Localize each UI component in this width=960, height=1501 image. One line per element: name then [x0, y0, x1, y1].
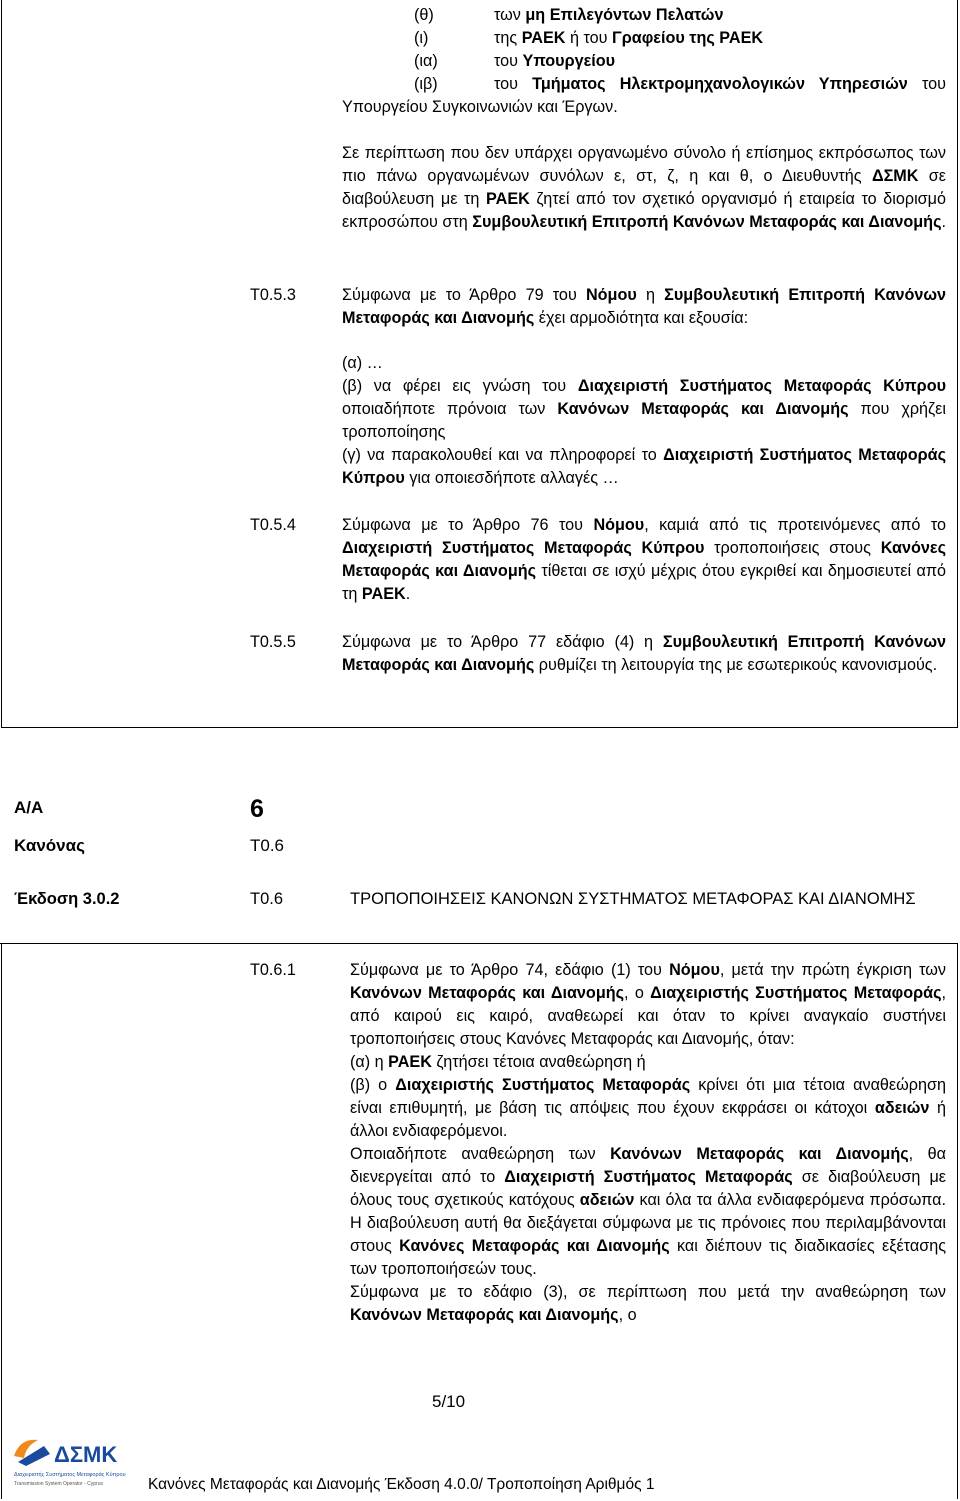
intro-paragraph [342, 142, 946, 234]
aa-label: Α/Α [14, 798, 44, 817]
list-item [342, 73, 946, 119]
list-item [342, 50, 946, 73]
section-text-T0.6.1 [350, 959, 946, 1327]
subitem-a: (α) … [342, 354, 383, 372]
intro-text: Σε περίπτωση που δεν υπάρχει οργανωμένο σύνολο ή επίσημος εκπρόσωπος των πιο πάνω οργανωμένων συνόλων ε, στ, ζ, η και θ, ο Διευθυντής ΔΣΜΚ σε διαβούλευση με τη ΡΑΕΚ ζητεί από τον σχετικό οργανισμό ή εταιρεία το διορισμό εκπροσώπου στη Συμβουλευτική Επιτροπή Κανόνων Μεταφοράς και Διανομής. [342, 144, 946, 231]
t061-para-4: Οποιαδήποτε αναθεώρηση των Κανόνων Μεταφοράς και Διανομής, θα διενεργείται από το Διαχειριστή Συστήματος Μεταφοράς σε διαβούλευση με όλους τους σχετικούς κατόχους αδειών και όλα τα άλλα ενδιαφερόμενα πρόσωπα. Η διαβούλευση αυτή θα διεξάγεται σύμφωνα με τις πρόνοιες που περιλαμβάνονται στους Κανόνες Μεταφοράς και Διανομής και διέπουν τις διαδικασίες εξέτασης των τροποποιήσεών τους. [350, 1145, 946, 1278]
section-id-T0.5.3: T0.5.3 [250, 286, 296, 304]
table-right-border [957, 0, 958, 728]
table-left-border [1, 0, 2, 728]
list-item-text: των μη Επιλεγόντων Πελατών [494, 6, 724, 24]
list-item-label: (ι) [414, 29, 429, 47]
edition-label: Έκδοση 3.0.2 [14, 890, 120, 908]
logo-text: ΔΣΜΚ [54, 1442, 118, 1467]
svg-text:Διαχειριστής Συστήματος Μεταφο: Διαχειριστής Συστήματος Μεταφοράς Κύπρου [14, 1472, 126, 1478]
t061-para-2: (α) η ΡΑΕΚ ζητήσει τέτοια αναθεώρηση ή [350, 1053, 646, 1071]
table-bottom-border [1, 727, 958, 728]
section-text-T0.5.3 [342, 284, 946, 330]
svg-text:Transmission System Operator -: Transmission System Operator - Cyprus [14, 1481, 104, 1487]
section-id-T0.5.4: T0.5.4 [250, 516, 296, 534]
list-item-text: της ΡΑΕΚ ή του Γραφείου της ΡΑΕΚ [494, 29, 764, 47]
list-item [342, 27, 946, 50]
section-id-T0.5.5: T0.5.5 [250, 633, 296, 651]
rule-title: ΤΡΟΠΟΠΟΙΗΣΕΙΣ ΚΑΝΟΝΩΝ ΣΥΣΤΗΜΑΤΟΣ ΜΕΤΑΦΟΡΑΣ ΚΑΙ ΔΙΑΝΟΜΗΣ [350, 890, 916, 908]
subitem-c: (γ) να παρακολουθεί και να πληροφορεί το Διαχειριστή Συστήματος Μεταφοράς Κύπρου για οποιεσδήποτε αλλαγές … [342, 446, 946, 487]
lower-right-border [957, 943, 958, 1499]
t061-para-1: Σύμφωνα με το Άρθρο 74, εδάφιο (1) του Νόμου, μετά την πρώτη έγκριση των Κανόνων Μεταφοράς και Διανομής, ο Διαχειριστής Συστήματος Μεταφοράς, από καιρού εις καιρό, αναθεωρεί και όταν το κρίνει αναγκαίο συστήνει τροποποιήσεις στους Κανόνες Μεταφοράς και Διανομής, όταν: [350, 961, 946, 1048]
section-subitems-T0.5.3 [342, 352, 946, 490]
lower-left-border [1, 943, 2, 1499]
list-item-label: (θ) [414, 6, 434, 24]
aa-value: 6 [250, 795, 264, 823]
list-item-text: του Υπουργείου [494, 52, 616, 70]
edition-code: Τ0.6 [250, 890, 284, 908]
t061-para-5: Σύμφωνα με το εδάφιο (3), σε περίπτωση που μετά την αναθεώρηση των Κανόνων Μεταφοράς και Διανομής, ο [350, 1283, 946, 1324]
top-list [342, 4, 946, 119]
company-logo [10, 1432, 135, 1494]
section-body: Σύμφωνα με το Άρθρο 76 του Νόμου, καμιά από τις προτεινόμενες από το Διαχειριστή Συστήματος Μεταφοράς Κύπρου τροποποιήσεις στους Κανόνες Μεταφοράς και Διανομής τίθεται σε ισχύ μέχρις ότου εγκριθεί και δημοσιευτεί από τη ΡΑΕΚ. [342, 516, 946, 603]
section-body: Σύμφωνα με το Άρθρο 79 του Νόμου η Συμβουλευτική Επιτροπή Κανόνων Μεταφοράς και Διανομής έχει αρμοδιότητα και εξουσία: [342, 286, 947, 327]
rule-value: Τ0.6 [250, 836, 285, 855]
rule-label: Κανόνας [14, 836, 85, 855]
t061-para-3: (β) ο Διαχειριστής Συστήματος Μεταφοράς κρίνει ότι μια τέτοια αναθεώρηση είναι επιθυμητή, με βάση τις απόψεις που έχουν εκφράσει οι κάτοχοι αδειών ή άλλοι ενδιαφερόμενοι. [350, 1076, 946, 1140]
header-separator [0, 943, 958, 944]
section-body: Σύμφωνα με το Άρθρο 77 εδάφιο (4) η Συμβουλευτική Επιτροπή Κανόνων Μεταφοράς και Διανομής ρυθμίζει τη λειτουργία της με εσωτερικούς κανονισμούς. [342, 633, 946, 674]
section-text-T0.5.4 [342, 514, 946, 606]
logo-graphic [10, 1432, 135, 1494]
section-id-T0.6.1: Τ0.6.1 [250, 961, 296, 979]
section-text-T0.5.5 [342, 631, 946, 677]
subitem-b: (β) να φέρει εις γνώση του Διαχειριστή Συστήματος Μεταφοράς Κύπρου οποιαδήποτε πρόνοια των Κανόνων Μεταφοράς και Διανομής που χρήζει τροποποίησης [342, 377, 947, 441]
footer-text: Κανόνες Μεταφοράς και Διανομής Έκδοση 4.0.0/ Τροποποίηση Αριθμός 1 [148, 1476, 655, 1493]
page-number: 5/10 [432, 1392, 466, 1411]
list-item [342, 4, 946, 27]
list-item-label: (ιβ) [414, 75, 438, 93]
list-item-text: του Τμήματος Ηλεκτρομηχανολογικών Υπηρεσιών του Υπουργείου Συγκοινωνιών και Έργων. [342, 75, 946, 116]
list-item-label: (ια) [414, 52, 438, 70]
